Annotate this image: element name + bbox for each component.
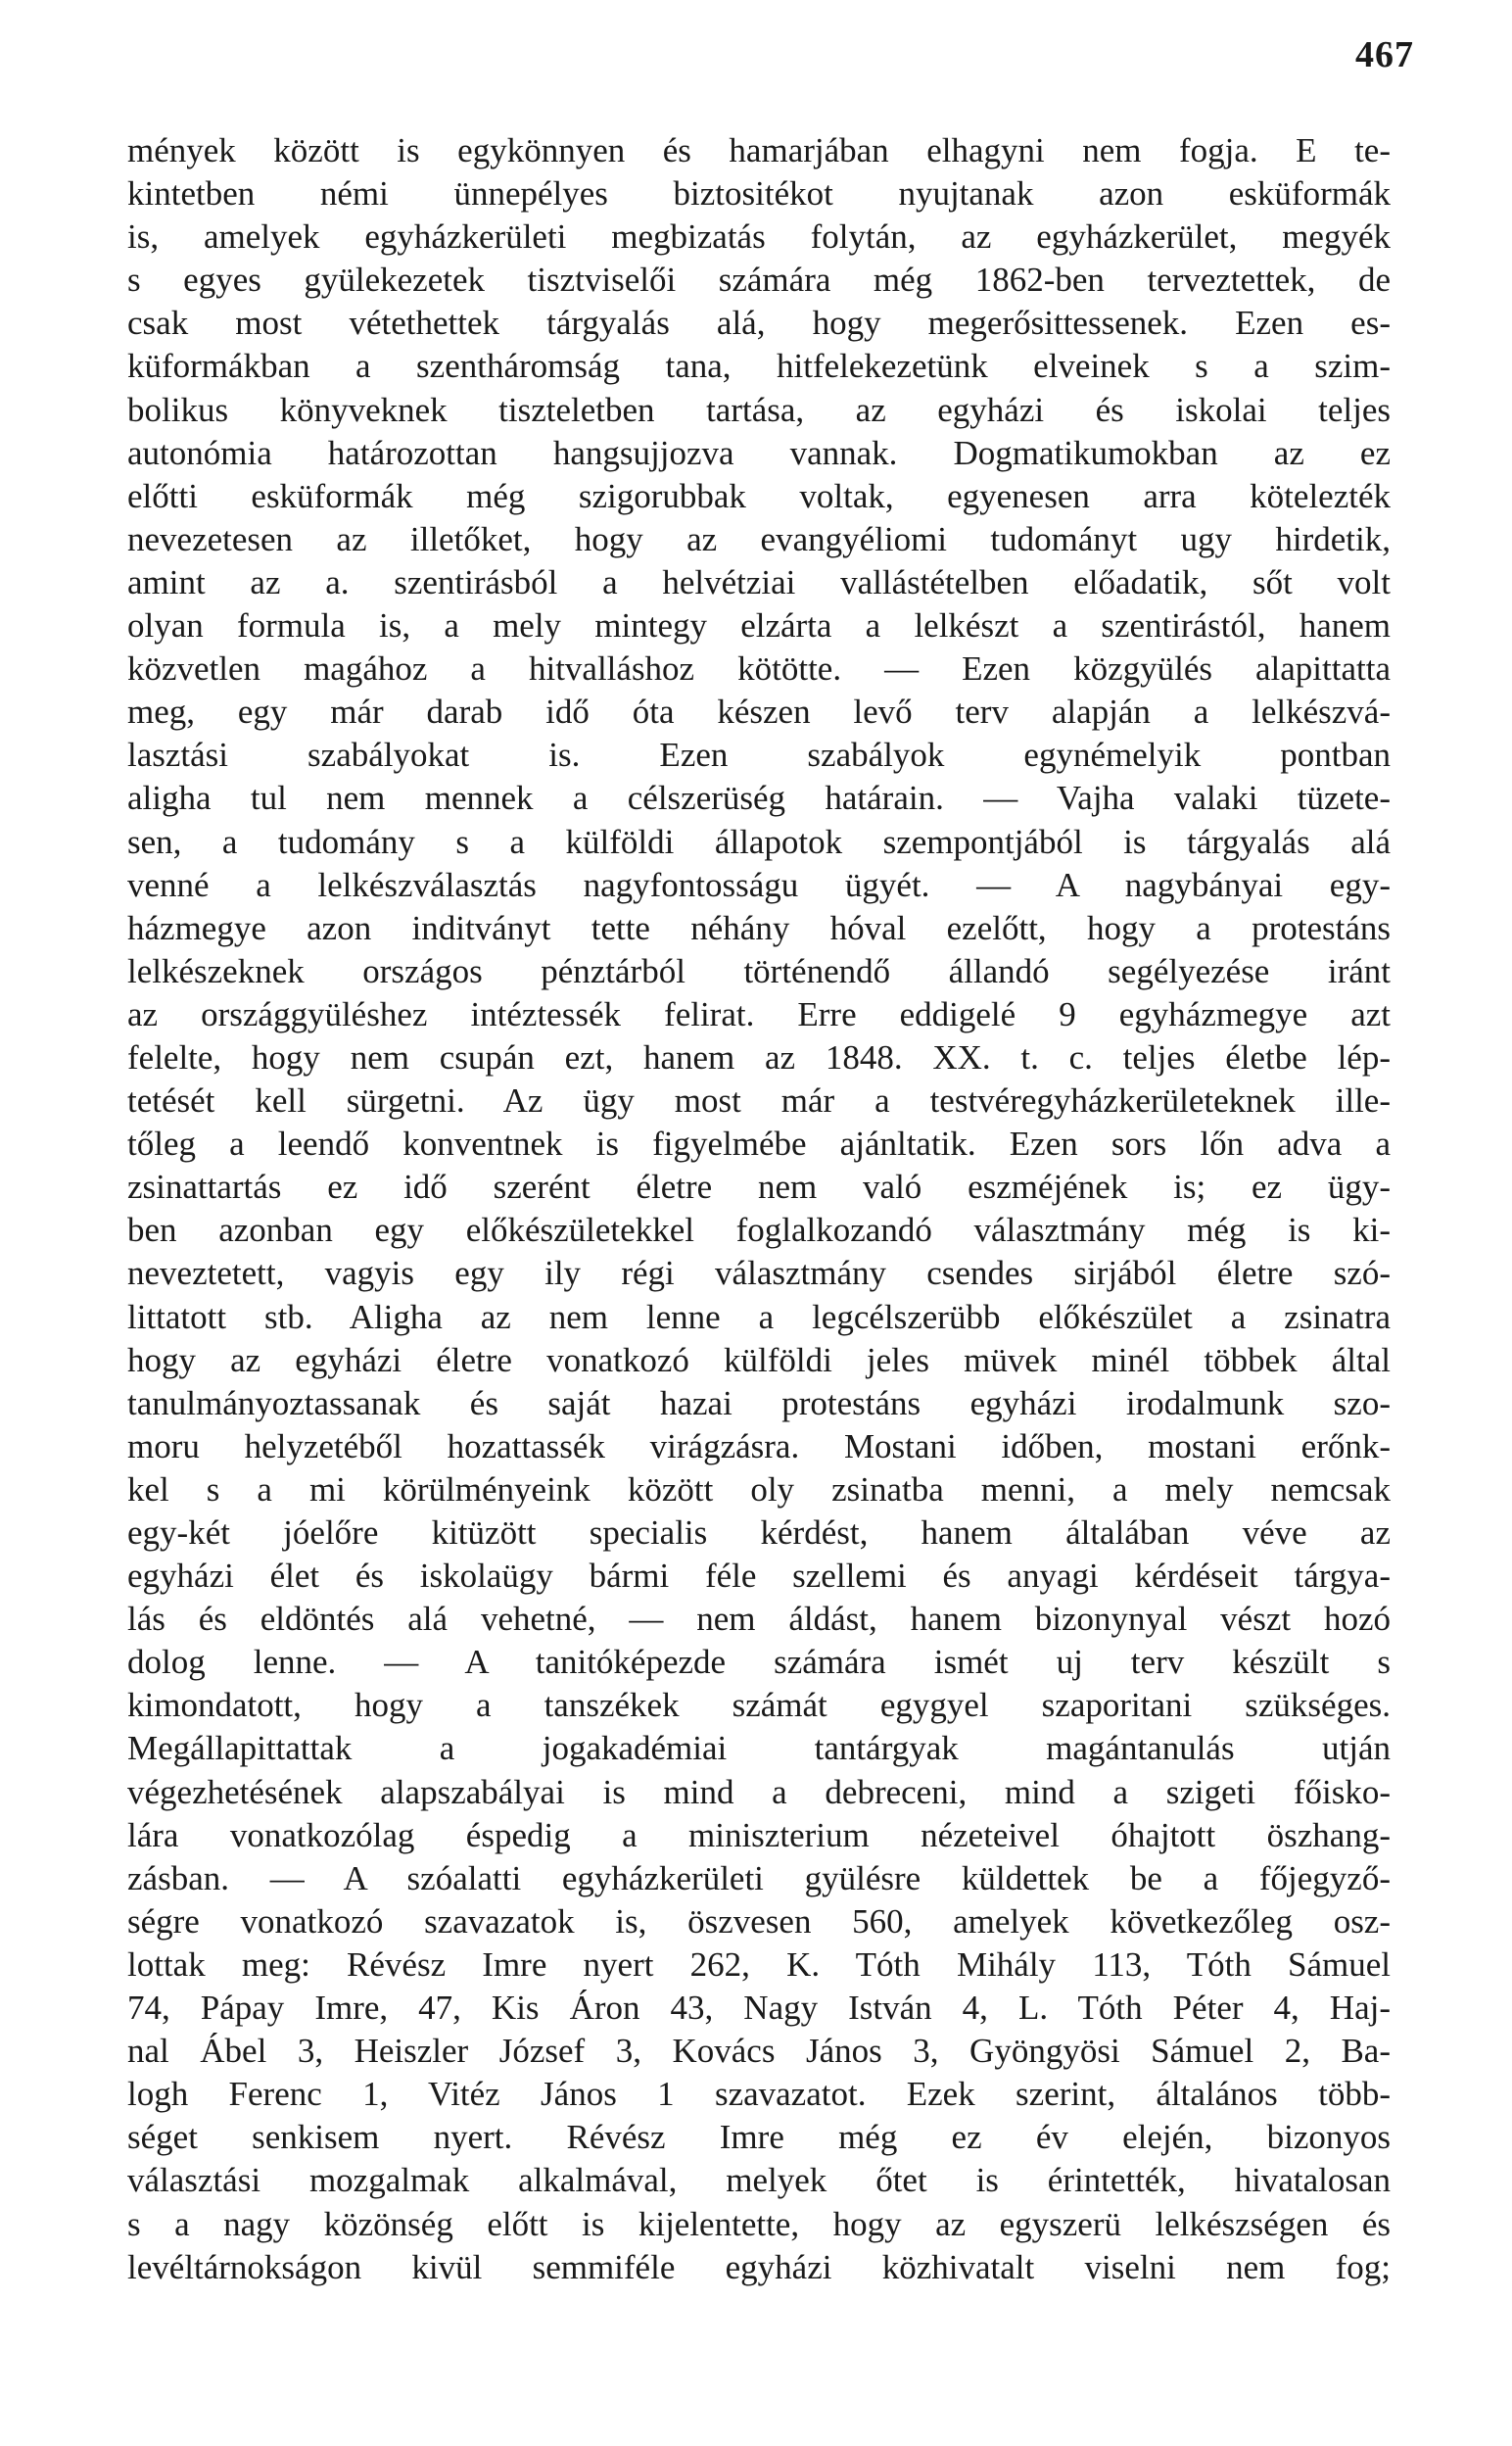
text-line: sen, a tudomány s a külföldi állapotok szempontjából is tárgyalás alá: [127, 822, 1391, 861]
text-line: az országgyüléshez intéztessék felirat. Erre eddigelé 9 egyházmegye azt: [127, 994, 1391, 1033]
text-line: nevezetesen az illetőket, hogy az evangyéliomi tudományt ugy hirdetik,: [127, 519, 1391, 558]
text-line: egy-két jóelőre kitüzött specialis kérdést, hanem általában véve az: [127, 1513, 1391, 1552]
text-line: autonómia határozottan hangsujjozva vannak. Dogmatikumokban az ez: [127, 433, 1391, 472]
text-line: s a nagy közönség előtt is kijelentette, hogy az egyszerü lelkészségen és: [127, 2204, 1391, 2243]
text-line: moru helyzetéből hozattassék virágzásra. Mostani időben, mostani erőnk-: [127, 1426, 1391, 1465]
text-line: felelte, hogy nem csupán ezt, hanem az 1848. XX. t. c. teljes életbe lép-: [127, 1037, 1391, 1077]
text-line: 74, Pápay Imre, 47, Kis Áron 43, Nagy István 4, L. Tóth Péter 4, Haj-: [127, 1989, 1391, 2028]
text-line: tetését kell sürgetni. Az ügy most már a testvéregyházkerületeknek ille-: [127, 1081, 1391, 1121]
body-text: [127, 129, 1391, 2289]
text-line: végezhetésének alapszabályai is mind a debreceni, mind a szigeti főisko-: [127, 1772, 1391, 1811]
text-line: ben azonban egy előkészületekkel foglalkozandó választmány még is ki-: [127, 1211, 1391, 1250]
text-line: lás és eldöntés alá vehetné, — nem áldást, hanem bizonynyal vészt hozó: [127, 1600, 1391, 1639]
text-line: neveztetett, vagyis egy ily régi választmány csendes sirjából életre szó-: [127, 1254, 1391, 1293]
text-line: kel s a mi körülményeink között oly zsinatba menni, a mely nemcsak: [127, 1469, 1391, 1509]
text-line: lasztási szabályokat is. Ezen szabályok egynémelyik pontban: [127, 736, 1391, 775]
text-line: tőleg a leendő konventnek is figyelmébe ajánltatik. Ezen sors lőn adva a: [127, 1125, 1391, 1164]
text-line: séget senkisem nyert. Révész Imre még ez év elején, bizonyos: [127, 2118, 1391, 2157]
text-line: aligha tul nem mennek a célszerüség határain. — Vajha valaki tüzete-: [127, 779, 1391, 818]
text-line: nal Ábel 3, Heiszler József 3, Kovács János 3, Gyöngyösi Sámuel 2, Ba-: [127, 2032, 1391, 2071]
text-line: kimondatott, hogy a tanszékek számát egygyel szaporitani szükséges.: [127, 1686, 1391, 1725]
text-line: tanulmányoztassanak és saját hazai protestáns egyházi irodalmunk szo-: [127, 1383, 1391, 1422]
text-line: mények között is egykönnyen és hamarjában elhagyni nem fogja. E te-: [127, 131, 1391, 169]
text-line: házmegye azon inditványt tette néhány hóval ezelőtt, hogy a protestáns: [127, 908, 1391, 947]
text-line: előtti esküformák még szigorubbak voltak, egyenesen arra kötelezték: [127, 476, 1391, 515]
text-line: bolikus könyveknek tiszteletben tartása, az egyházi és iskolai teljes: [127, 390, 1391, 429]
text-line: kintetben némi ünnepélyes biztositékot nyujtanak azon esküformák: [127, 174, 1391, 214]
text-line: ségre vonatkozó szavazatok is, öszvesen 560, amelyek következőleg osz-: [127, 1901, 1391, 1941]
text-line: hogy az egyházi életre vonatkozó külföldi jeles müvek minél többek által: [127, 1340, 1391, 1379]
text-line: lelkészeknek országos pénztárból történendő állandó segélyezése iránt: [127, 951, 1391, 990]
text-line: meg, egy már darab idő óta készen levő terv alapján a lelkészvá-: [127, 693, 1391, 732]
text-line: s egyes gyülekezetek tisztviselői számára még 1862-ben terveztettek, de: [127, 261, 1391, 300]
text-line: zsinattartás ez idő szerént életre nem való eszméjének is; ez ügy-: [127, 1168, 1391, 1207]
page-number: 467: [1355, 34, 1414, 75]
text-line: zásban. — A szóalatti egyházkerületi gyülésre küldettek be a főjegyző-: [127, 1858, 1391, 1897]
text-line: littatott stb. Aligha az nem lenne a legcélszerübb előkészület a zsinatra: [127, 1297, 1391, 1336]
text-line: logh Ferenc 1, Vitéz János 1 szavazatot. Ezek szerint, általános több-: [127, 2075, 1391, 2114]
text-line: lára vonatkozólag éspedig a miniszterium nézeteivel óhajtott öszhang-: [127, 1815, 1391, 1854]
text-line: csak most vétethettek tárgyalás alá, hogy megerősittessenek. Ezen es-: [127, 304, 1391, 343]
text-line: olyan formula is, a mely mintegy elzárta a lelkészt a szentirástól, hanem: [127, 606, 1391, 646]
text-line: egyházi élet és iskolaügy bármi féle szellemi és anyagi kérdéseit tárgya-: [127, 1557, 1391, 1596]
text-line: amint az a. szentirásból a helvétziai vallástételben előadatik, sőt volt: [127, 562, 1391, 601]
text-line: Megállapittattak a jogakadémiai tantárgyak magántanulás utján: [127, 1729, 1391, 1768]
text-line: közvetlen magához a hitvalláshoz kötötte. — Ezen közgyülés alapittatta: [127, 649, 1391, 689]
text-line: küformákban a szentháromság tana, hitfelekezetünk elveinek s a szim-: [127, 347, 1391, 386]
text-line: levéltárnokságon kivül semmiféle egyházi közhivatalt viselni nem fog;: [127, 2247, 1391, 2286]
text-line: választási mozgalmak alkalmával, melyek őtet is érintették, hivatalosan: [127, 2161, 1391, 2200]
text-line: is, amelyek egyházkerületi megbizatás folytán, az egyházkerület, megyék: [127, 217, 1391, 257]
text-line: lottak meg: Révész Imre nyert 262, K. Tóth Mihály 113, Tóth Sámuel: [127, 1944, 1391, 1984]
text-line: dolog lenne. — A tanitóképezde számára ismét uj terv készült s: [127, 1643, 1391, 1682]
text-line: venné a lelkészválasztás nagyfontosságu ügyét. — A nagybányai egy-: [127, 865, 1391, 904]
